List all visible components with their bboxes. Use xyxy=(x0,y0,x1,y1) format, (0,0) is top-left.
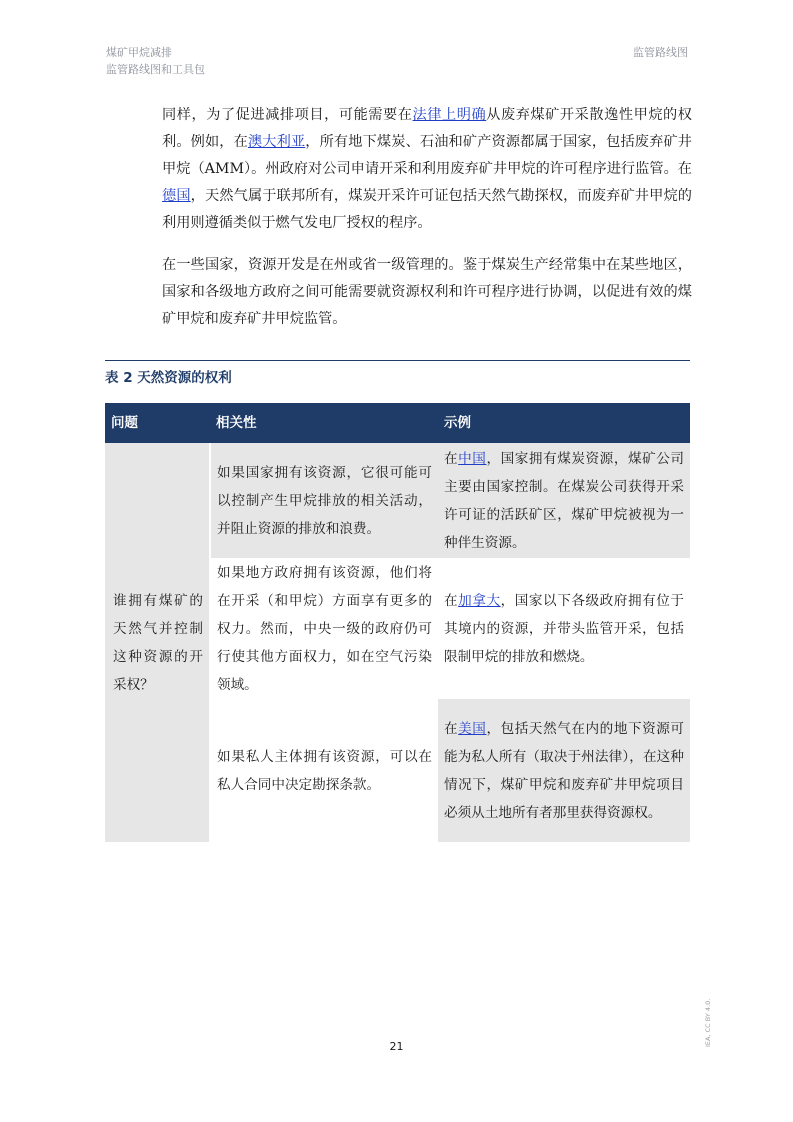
paragraph-text: ，天然气属于联邦所有，煤炭开采许可证包括天然气勘探权，而废弃矿井甲烷的利用则遵循类似于燃气发电厂授权的程序。 xyxy=(162,188,692,231)
link-legal-clarity[interactable]: 法律上明确 xyxy=(412,107,487,123)
header-relevance: 相关性 xyxy=(210,403,438,443)
link-australia[interactable]: 澳大利亚 xyxy=(247,134,306,150)
example-cell xyxy=(438,558,690,699)
header-doc-title: 煤矿甲烷减排 xyxy=(106,46,172,59)
question-cell: 谁拥有煤矿的天然气并控制这种资源的开采权？ xyxy=(105,443,210,842)
example-text: ，包括天然气在内的地下资源可能为私人所有（取决于州法律），在这种情况下，煤矿甲烷和废弃矿井甲烷项目必须从土地所有者那里获得资源权。 xyxy=(444,720,685,821)
relevance-cell: 如果国家拥有该资源，它很可能可以控制产生甲烷排放的相关活动，并阻止资源的排放和浪费。 xyxy=(210,443,438,558)
table-header-row xyxy=(105,403,690,443)
paragraph-legal-rights xyxy=(162,102,692,237)
header-doc-subtitle: 监管路线图和工具包 xyxy=(106,63,205,76)
example-text: ，国家以下各级政府拥有位于其境内的资源，并带头监管开采，包括限制甲烷的排放和燃烧。 xyxy=(444,592,685,665)
running-header-left xyxy=(106,44,205,78)
table-caption: 表 2 天然资源的权利 xyxy=(105,370,232,386)
header-question: 问题 xyxy=(105,403,210,443)
link-united-states[interactable]: 美国 xyxy=(458,720,487,737)
paragraph-state-management: 在一些国家，资源开发是在州或省一级管理的。鉴于煤炭生产经常集中在某些地区，国家和各级地方政府之间可能需要就资源权利和许可程序进行协调，以促进有效的煤矿甲烷和废弃矿井甲烷监管。 xyxy=(162,257,692,327)
license-text: IEA, CC BY 4.0. xyxy=(704,998,712,1047)
example-text: 在 xyxy=(444,450,459,467)
table-row xyxy=(105,443,690,558)
paragraph-text: 同样，为了促进减排项目，可能需要在 xyxy=(162,107,413,123)
page-number: 21 xyxy=(389,1040,404,1053)
resource-rights-table xyxy=(105,403,691,842)
running-header-right: 监管路线图 xyxy=(633,46,688,59)
paragraph-text: ，所有地下煤炭、石油和矿产资源都属于国家，包括废弃矿井甲烷（AMM）。州政府对公司申请开采和利用废弃矿井甲烷的许可程序进行监管。在 xyxy=(162,134,692,177)
paragraph-text: 从废弃煤矿开采散逸性甲烷的权利。例如，在 xyxy=(162,107,692,150)
example-cell xyxy=(438,443,690,558)
example-text: 在 xyxy=(444,592,459,609)
table-top-rule xyxy=(105,360,690,361)
license-notice xyxy=(703,995,712,1047)
link-germany[interactable]: 德国 xyxy=(162,188,191,204)
example-text: 在 xyxy=(444,720,459,737)
relevance-cell: 如果私人主体拥有该资源，可以在私人合同中决定勘探条款。 xyxy=(210,699,438,842)
example-cell xyxy=(438,699,690,842)
example-text: ，国家拥有煤炭资源，煤矿公司主要由国家控制。在煤炭公司获得开采许可证的活跃矿区，煤矿甲烷被视为一种伴生资源。 xyxy=(444,450,685,551)
relevance-cell: 如果地方政府拥有该资源，他们将在开采（和甲烷）方面享有更多的权力。然而，中央一级的政府仍可行使其他方面权力，如在空气污染领域。 xyxy=(210,558,438,699)
header-example: 示例 xyxy=(438,403,690,443)
link-canada[interactable]: 加拿大 xyxy=(458,592,501,609)
link-china[interactable]: 中国 xyxy=(458,450,487,467)
